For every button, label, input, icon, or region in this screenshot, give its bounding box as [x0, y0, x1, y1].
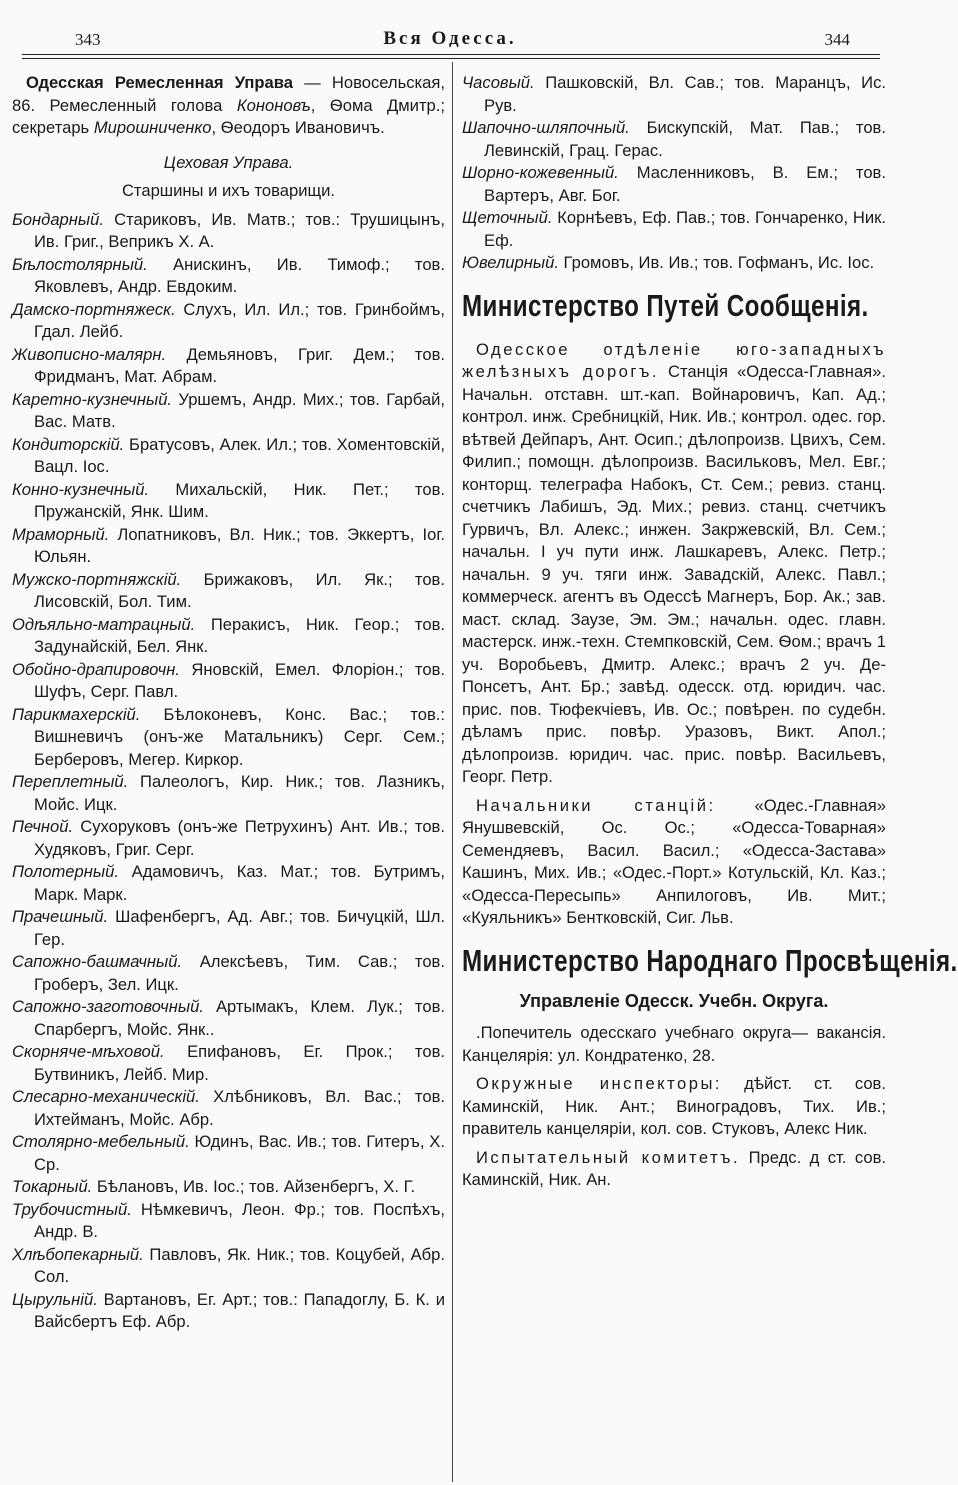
stations-paragraph	[462, 795, 886, 930]
section-title: Цеховая Управа.	[163, 152, 294, 172]
committee-paragraph	[462, 1147, 886, 1192]
stations-lead: Начальники станцій:	[476, 795, 716, 815]
guild-trade: Бѣлостолярный.	[12, 254, 148, 274]
guild-members: Яновскій, Емел. Флоріон.; тов. Шуфъ, Серг. Павл.	[34, 659, 445, 701]
guild-members: Адамовичъ, Каз. Мат.; тов. Бутримъ, Марк. Марк.	[34, 862, 445, 904]
inspectors-paragraph	[462, 1073, 886, 1141]
page-header	[20, 28, 880, 50]
guild-trade: Печной.	[12, 817, 74, 836]
intro-text: , Ѳома Дмитр.; секретарь	[12, 95, 445, 137]
guild-trade: Цырульній.	[12, 1289, 98, 1309]
guild-trade: Кондиторскій.	[12, 434, 125, 454]
guild-members: Масленниковъ, В. Ем.; тов. Вартеръ, Авг. Бог.	[484, 163, 886, 205]
column-divider	[452, 62, 453, 1482]
guild-trade: Мраморный.	[12, 524, 110, 544]
district-subheading: Управленіе Одесск. Учебн. Округа.	[519, 990, 829, 1011]
guild-trade: Шапочно-шляпочный.	[462, 118, 630, 137]
guild-trade: Прачешный.	[12, 907, 109, 926]
header-rule	[22, 54, 880, 55]
intro-text: — Новосельская, 86. Ремесленный голова	[12, 73, 445, 115]
inspectors-lead: Окружные инспекторы:	[476, 1074, 723, 1093]
guild-entry	[12, 299, 445, 344]
committee-text: Предс. д ст. сов. Каминскій, Ник. Ан.	[462, 1147, 886, 1189]
railway-paragraph	[462, 339, 886, 789]
left-column	[12, 72, 445, 1334]
guild-members: Корнѣевъ, Еф. Пав.; тов. Гончаренко, Ник. Еф.	[484, 208, 886, 250]
guild-entry	[12, 996, 445, 1041]
guild-entry	[12, 344, 445, 389]
guild-entry	[12, 209, 445, 254]
guild-entry	[12, 1086, 445, 1131]
page-number-right: 344	[824, 30, 850, 49]
ministry-heading-container	[462, 287, 886, 327]
guild-members: Брижаковъ, Ил. Як.; тов. Лисовскій, Бол. Тим.	[34, 569, 445, 611]
header-rule-thin	[22, 58, 880, 59]
guild-entry	[12, 1131, 445, 1176]
page-number-left: 343	[75, 30, 101, 49]
guild-members: Братусовъ, Алек. Ил.; тов. Хоментовскій, Вацл. Іос.	[34, 434, 445, 476]
guild-entry	[12, 704, 445, 772]
guild-trade: Переплетный.	[12, 772, 129, 791]
guild-trade: Конно-кузнечный.	[12, 479, 150, 499]
guild-entry	[12, 1199, 445, 1244]
ministry-heading: Министерство Путей Сообщенія.	[462, 287, 869, 323]
guild-entry	[462, 252, 886, 275]
running-title: Вся Одесса.	[383, 28, 517, 49]
guild-trade: Хлѣбопекарный.	[12, 1244, 144, 1264]
trustee-paragraph: .Попечитель одесскаго учебнаго округа— вакансія. Канцелярія: ул. Кондратенко, 28.	[462, 1023, 886, 1065]
guild-members: Вартановъ, Ег. Арт.; тов.: Пападоглу, Б. К. и Вайсбертъ Еф. Абр.	[34, 1289, 445, 1331]
railway-text: Станція «Одесса-Главная». Начальн. отставн. шт.-кап. Войнаровичъ, Кап. Ад.; контрол. инж. Сребницкій, Ник. Ив.; контрол. одес. гор. вѣтвей Дейпаръ, Ант. Осип.; дѣлопроизв. Цвихъ, Сем. Филип.; помощн. дѣлопроизв. Васильковъ, Мел. Евг.; конторщ. телеграфа Набокъ, Ст. Сем.; ревиз. станц. счетчикъ Лабишъ, Эд. Мих.; ревиз. станц. счетчикъ Гурвичъ, Вл. Алекс.; инжен. Закржевскій, Вл. Сем.; начальн. I уч пути инж. Лашкаревъ, Алекс. Петр.; начальн. 9 уч. тяги инж. Завадскій, Алекс. Павл.; коммерческ. агентъ въ Одессѣ Магнеръ, Бор. Ак.; зав. маст. склад. Заузе, Эм. Эм.; начальн. одес. главн. мастерск. инж.-техн. Стемпковскій, Сем. Ѳом.; врачъ 1 уч. Воробьевъ, Дмитр. Алекс.; врачъ 2 уч. Де-Понсетъ, Ант. Бр.; завѣд. одесск. отд. юридич. час. прис. пов. Тюфекчіевъ, Ив. Ос.; повѣрен. по судебн. дѣламъ прис. повѣр. Уразовъ, Викт. Апол.; дѣлопроизв. юридич. час. прис. повѣр. Васильевъ, Георг. Петр.	[462, 362, 886, 786]
guild-entry	[12, 861, 445, 906]
guild-members: Лопатниковъ, Вл. Ник.; тов. Эккертъ, Іог. Юльян.	[34, 524, 445, 566]
guild-members: Бискупскій, Мат. Пав.; тов. Левинскій, Грац. Герас.	[484, 118, 886, 160]
guild-members: Стариковъ, Ив. Матв.; тов.: Трушицынъ, Ив. Григ., Веприкъ Х. А.	[34, 209, 445, 251]
guild-trade: Сапожно-башмачный.	[12, 952, 183, 971]
guild-entry	[12, 434, 445, 479]
committee-lead: Испытательный комитетъ.	[476, 1147, 741, 1167]
guild-members: Демьяновъ, Григ. Дем.; тов. Фридманъ, Мат. Абрам.	[34, 344, 445, 386]
guild-list	[12, 209, 445, 1334]
guild-members: Палеологъ, Кир. Ник.; тов. Лазникъ, Мойс. Ицк.	[34, 772, 445, 814]
guild-trade: Одѣяльно-матрацный.	[12, 614, 196, 634]
guild-entry	[12, 389, 445, 434]
guild-trade: Шорно-кожевенный.	[462, 163, 619, 182]
guild-entry	[462, 207, 886, 252]
intro-title: Одесская Ремесленная Управа	[26, 73, 293, 92]
guild-trade: Скорняче-мѣховой.	[12, 1042, 165, 1061]
guild-entry	[12, 1041, 445, 1086]
guild-entry	[462, 117, 886, 162]
stations-text: «Одес.-Главная» Янушвевскій, Ос. Ос.; «Одесса-Товарная» Семендяевъ, Васил. Васил.; «Одесса-Застава» Кашинъ, Мих. Ив.; «Одес.-Порт.» Котульскій, Кл. Каз.; «Одесса-Пересыпь» Анпилоговъ, Ив. Мит.; «Куяльникъ» Бентковскій, Сиг. Льв.	[462, 795, 886, 927]
guild-members: Перакисъ, Ник. Геор.; тов. Задунайскій, Бел. Янк.	[34, 614, 445, 656]
guild-trade: Каретно-кузнечный.	[12, 389, 173, 409]
guild-entry	[12, 771, 445, 816]
guild-entry	[12, 569, 445, 614]
guild-entry	[12, 1176, 445, 1199]
guild-entry	[12, 1289, 445, 1334]
guild-members: Уршемъ, Андр. Мих.; тов. Гарбай, Вас. Матв.	[34, 389, 445, 431]
guild-members: Слухъ, Ил. Ил.; тов. Гринбоймъ, Гдал. Лейб.	[34, 299, 445, 341]
craft-board-intro	[12, 72, 445, 140]
guild-members: Бѣлановъ, Ив. Іос.; тов. Айзенбергъ, Х. Г.	[92, 1177, 416, 1196]
guild-entry	[12, 479, 445, 524]
guild-members: Бѣлоконевъ, Конс. Вас.; тов.: Вишневичъ (онъ-же Матальникъ) Серг. Сем.; Берберовъ, Мегер. Киркор.	[34, 704, 445, 769]
guild-entry	[12, 524, 445, 569]
guild-trade: Живописно-малярн.	[12, 344, 167, 364]
guild-members: Алексѣевъ, Тим. Сав.; тов. Гроберъ, Зел. Ицк.	[34, 952, 445, 994]
guild-trade: Парикмахерскій.	[12, 704, 141, 724]
guild-trade: Часовый.	[462, 73, 535, 92]
guild-members: Пашковскій, Вл. Сав.; тов. Маранцъ, Ис. Рув.	[484, 73, 886, 115]
guild-trade: Щеточный.	[462, 208, 553, 227]
guild-entry	[12, 906, 445, 951]
guild-entry	[12, 659, 445, 704]
guild-members: Михальскій, Ник. Пет.; тов. Пружанскій, Янк. Шим.	[34, 479, 445, 521]
guild-members: Юдинъ, Вас. Ив.; тов. Гитеръ, Х. Ср.	[34, 1132, 445, 1174]
inspectors-text: дѣйст. ст. сов. Каминскій, Ник. Ант.; Виноградовъ, Тих. Ив.; правитель канцеляріи, кол. сов. Стуковъ, Алекс Ник.	[462, 1074, 886, 1138]
guild-trade: Обойно-драпировочн.	[12, 659, 180, 679]
section-subtitle: Старшины и ихъ товарищи.	[121, 181, 336, 200]
guild-entry	[12, 816, 445, 861]
guild-entry	[462, 72, 886, 117]
guild-trade: Сапожно-заготовочный.	[12, 997, 204, 1016]
guild-entry	[12, 254, 445, 299]
guild-trade: Мужско-портняжскій.	[12, 569, 182, 589]
ministry-heading-container	[462, 942, 958, 982]
intro-text: , Ѳеодоръ Ивановичъ.	[211, 118, 385, 137]
guild-trade: Трубочистный.	[12, 1199, 132, 1219]
guild-entry	[12, 614, 445, 659]
guild-list-continued	[462, 72, 886, 275]
guild-trade: Ювелирный.	[462, 253, 559, 272]
guild-members: Анискинъ, Ив. Тимоф.; тов. Яковлевъ, Андр. Евдоким.	[34, 254, 445, 296]
guild-trade: Бондарный.	[12, 209, 104, 229]
guild-trade: Полотерный.	[12, 862, 119, 881]
guild-members: Епифановъ, Ег. Прок.; тов. Бутвиникъ, Лейб. Мир.	[34, 1042, 445, 1084]
guild-trade: Токарный.	[12, 1177, 93, 1196]
intro-name: Мирошниченко	[93, 118, 212, 137]
guild-members: Сухоруковъ (онъ-же Петрухинъ) Ант. Ив.; тов. Худяковъ, Григ. Серг.	[34, 817, 445, 859]
ministry-heading: Министерство Народнаго Просвѣщенія.	[462, 942, 958, 978]
guild-trade: Столярно-мебельный.	[12, 1132, 190, 1151]
guild-trade: Дамско-портняжеск.	[12, 299, 176, 319]
guild-members: Павловъ, Як. Ник.; тов. Коцубей, Абр. Сол.	[34, 1244, 445, 1286]
guild-entry	[12, 951, 445, 996]
guild-members: Громовъ, Ив. Ив.; тов. Гофманъ, Ис. Іос.	[558, 253, 875, 272]
guild-members: Артымакъ, Клем. Лук.; тов. Спарбергъ, Мойс. Янк..	[34, 997, 445, 1039]
right-column	[462, 72, 958, 1192]
guild-trade: Слесарно-механическій.	[12, 1087, 200, 1106]
guild-entry	[12, 1244, 445, 1289]
railway-lead: Одесское отдѣленіе юго-западныхъ желѣзныхъ дорогъ.	[462, 339, 886, 381]
guild-members: Нѣмкевичъ, Леон. Фр.; тов. Поспѣхъ, Андр. В.	[34, 1199, 445, 1241]
guild-members: Шафенбергъ, Ад. Авг.; тов. Бичуцкій, Шл. Гер.	[34, 907, 445, 949]
guild-entry	[462, 162, 886, 207]
intro-name: Кононовъ	[236, 95, 311, 115]
guild-members: Хлѣбниковъ, Вл. Вас.; тов. Ихтейманъ, Мойс. Абр.	[34, 1087, 445, 1129]
